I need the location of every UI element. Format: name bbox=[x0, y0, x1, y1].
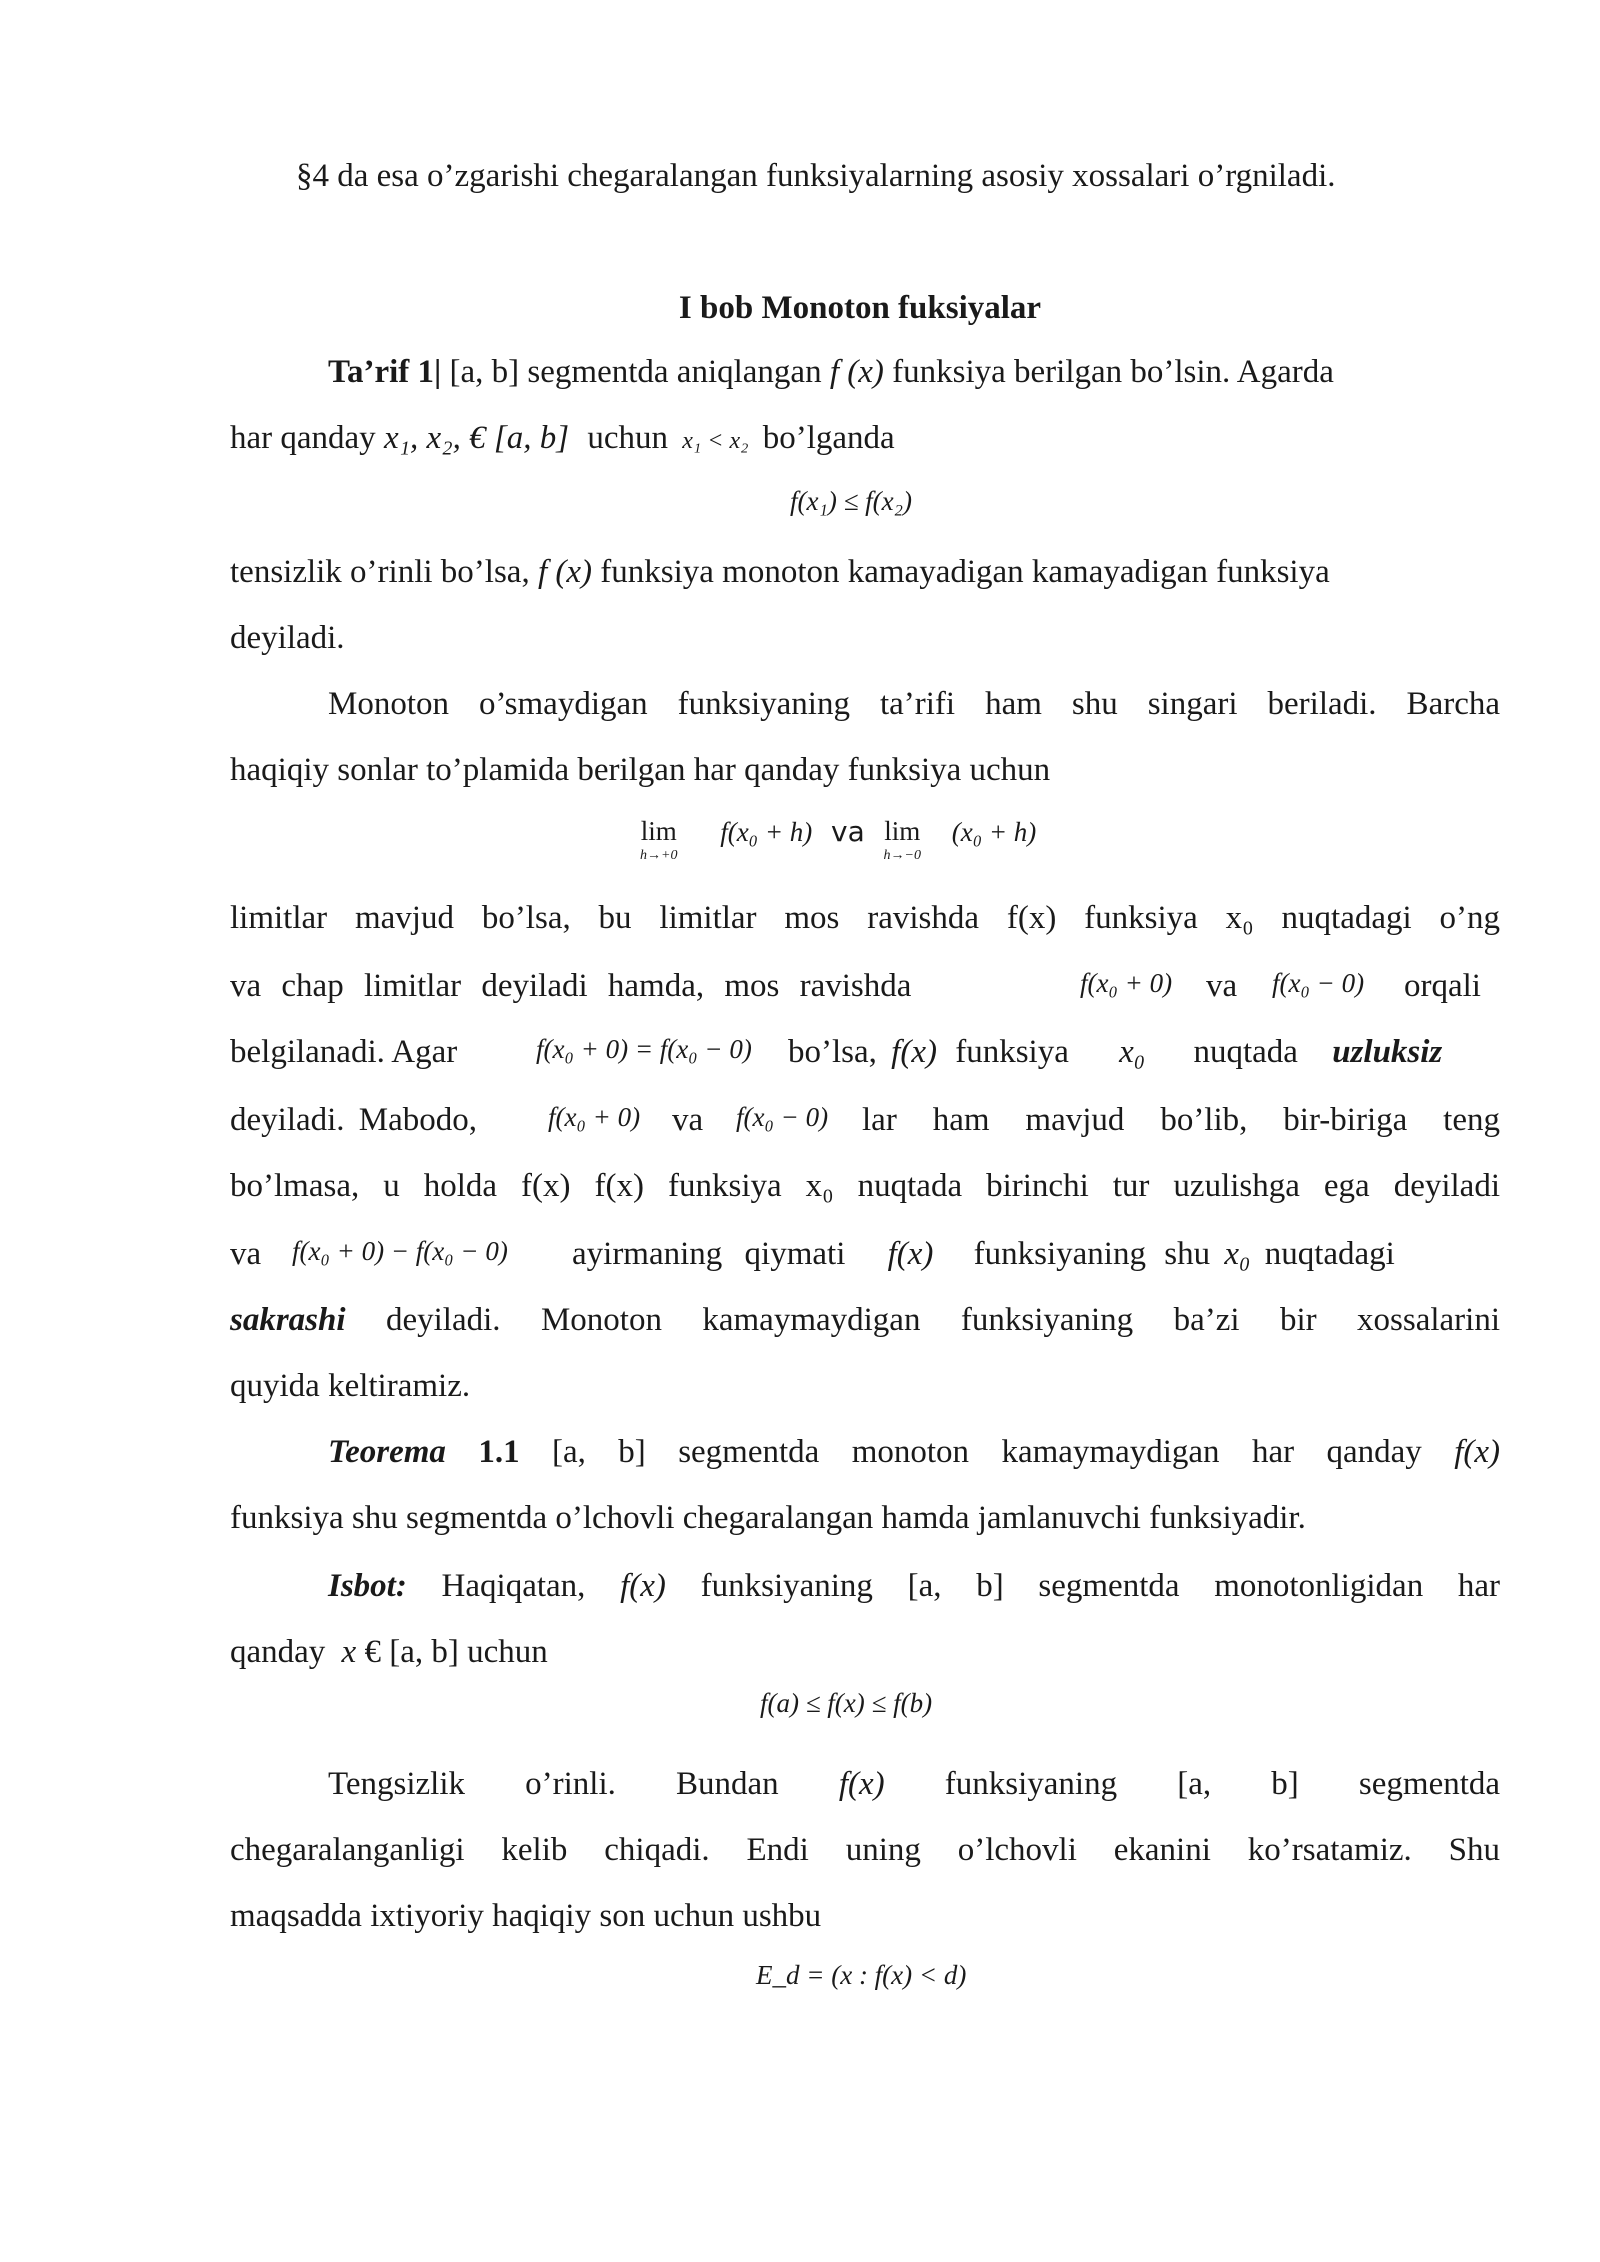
f-minus-text: f(x₀ − 0) bbox=[1272, 968, 1365, 998]
limit-left-under: h→−0 bbox=[883, 848, 921, 863]
proof-label: Isbot: bbox=[328, 1568, 407, 1604]
tensizlik-fx: f (x) bbox=[537, 554, 592, 590]
f-plus-text: f(x₀ + 0) bbox=[1080, 968, 1173, 998]
chapter-title bbox=[0, 292, 1600, 325]
theorem-line bbox=[328, 1436, 1500, 1469]
chap-limit-text-a: va chap limitlar deyiladi hamda, mos ravishda bbox=[230, 968, 912, 1004]
condition-text-a: har qanday bbox=[230, 420, 376, 456]
monotone-inequality-text: f(x₁) ≤ f(x₂) bbox=[790, 486, 913, 516]
inequality-x-formula: x₁ < x₂ bbox=[682, 428, 749, 454]
continuity-fx: f(x) bbox=[891, 1034, 937, 1070]
intro-line bbox=[296, 160, 1335, 193]
condition-text-c: bo’lganda bbox=[762, 420, 895, 456]
sakrashi-text: deyiladi. Monoton kamaymaydigan funksiyaning ba’zi bir xossalarini bbox=[385, 1302, 1500, 1338]
f-plus-formula-2 bbox=[548, 1104, 640, 1131]
sakrash-va-text: va bbox=[230, 1236, 262, 1272]
mabodo-text: deyiladi. Mabodo, bbox=[230, 1102, 478, 1138]
maqsadda-text: maqsadda ixtiyoriy haqiqiy son uchun ushbu bbox=[230, 1898, 822, 1934]
theorem-number: 1.1 bbox=[478, 1434, 520, 1470]
theorem-fx: f(x) bbox=[1454, 1434, 1500, 1470]
bounds-formula-text: f(a) ≤ f(x) ≤ f(b) bbox=[760, 1688, 933, 1718]
qanday-text-b: € [a, b] uchun bbox=[364, 1634, 548, 1670]
chap-limit-va bbox=[1206, 970, 1237, 1003]
intro-text: §4 da esa o’zgarishi chegaralangan funksiyalarning asosiy xossalari o’rgniladi. bbox=[296, 158, 1336, 194]
ayirmaning-text: ayirmaning qiymati bbox=[572, 1236, 846, 1272]
f-minus-formula bbox=[1272, 970, 1364, 997]
proof-text-b: funksiyaning bbox=[700, 1568, 873, 1604]
definition-label: Ta’rif 1| bbox=[328, 354, 442, 390]
keltiramiz-text: quyida keltiramiz. bbox=[230, 1368, 471, 1404]
deyiladi-text: deyiladi. bbox=[230, 620, 345, 656]
limit-right-lim: lim bbox=[640, 816, 677, 846]
segment-b: b] bbox=[1271, 1766, 1299, 1802]
theorem-text: [a, b] segmentda monoton kamaymaydigan har qanday bbox=[552, 1434, 1422, 1470]
continuity-formula bbox=[536, 1036, 752, 1063]
monotone-inequality-formula bbox=[790, 488, 912, 515]
sakrash-va bbox=[230, 1238, 261, 1271]
theorem-cont-text: funksiya shu segmentda o’lchovli chegaralangan hamda jamlanuvchi funksiyadir. bbox=[230, 1500, 1306, 1536]
continuity-funksiya: funksiya bbox=[955, 1034, 1069, 1070]
ed-formula-text: E_d = (x : f(x) < d) bbox=[756, 1960, 967, 1990]
definition-fx: f (x) bbox=[829, 354, 884, 390]
limit-left bbox=[884, 818, 921, 863]
segmentda-word: segmentda bbox=[1358, 1766, 1501, 1802]
theorem-cont-line bbox=[230, 1502, 1306, 1535]
haqiqiy-line bbox=[230, 754, 1050, 787]
tensizlik-line bbox=[230, 556, 1500, 589]
tengsizlik-word: Tengsizlik bbox=[328, 1766, 465, 1802]
f-minus-text-2: f(x₀ − 0) bbox=[736, 1102, 829, 1132]
condition-vars: x₁, x₂, € [a, b] bbox=[383, 420, 570, 456]
limit-right-under: h→+0 bbox=[640, 848, 678, 863]
continuity-formula-text: f(x₀ + 0) = f(x₀ − 0) bbox=[536, 1034, 752, 1064]
jump-formula-text: f(x₀ + 0) − f(x₀ − 0) bbox=[292, 1236, 508, 1266]
limits-formula bbox=[640, 815, 1037, 863]
chegaralanganligi-line bbox=[230, 1834, 1500, 1867]
limit-left-expr: (x₀ + h) bbox=[951, 817, 1037, 847]
qanday-text: qanday bbox=[230, 1634, 326, 1670]
chapter-title-text: I bob Monoton fuksiyalar bbox=[678, 290, 1042, 326]
ayirmaning-funksiyaning: funksiyaning shu bbox=[973, 1236, 1211, 1272]
proof-line bbox=[328, 1570, 1500, 1603]
f-minus-formula-2 bbox=[736, 1104, 828, 1131]
continuity-bolsa: bo’lsa, bbox=[788, 1034, 877, 1070]
mabodo-line bbox=[230, 1104, 477, 1137]
ayirmaning-fx: f(x) bbox=[887, 1236, 934, 1272]
bundan-word: Bundan bbox=[676, 1766, 779, 1802]
chap-limit-va-text: va bbox=[1206, 968, 1238, 1004]
proof-text-a: Haqiqatan, bbox=[441, 1568, 586, 1604]
continuity-uzluksiz: uzluksiz bbox=[1332, 1034, 1443, 1070]
definition-text-2: funksiya berilgan bo’lsin. Agarda bbox=[892, 354, 1334, 390]
orqali-word bbox=[1404, 970, 1481, 1003]
continuity-nuqtada: nuqtada bbox=[1193, 1034, 1298, 1070]
tengsizlik-line bbox=[328, 1768, 1500, 1801]
proof-fx: f(x) bbox=[620, 1568, 666, 1604]
jump-formula bbox=[292, 1238, 508, 1265]
sakrashi-label: sakrashi bbox=[230, 1302, 346, 1338]
ayirmaning-line bbox=[572, 1238, 1395, 1271]
continuity-rest bbox=[788, 1036, 1442, 1069]
keltiramiz-line bbox=[230, 1370, 470, 1403]
qanday-line bbox=[230, 1636, 548, 1669]
belgilanadi-line bbox=[230, 1036, 457, 1069]
chegaralanganligi-text: chegaralanganligi kelib chiqadi. Endi uning o’lchovli ekanini ko’rsatamiz. Shu bbox=[230, 1832, 1500, 1868]
deyiladi-line bbox=[230, 622, 345, 655]
segment-a: [a, bbox=[1177, 1766, 1212, 1802]
limit-left-lim: lim bbox=[884, 816, 921, 846]
ed-formula bbox=[756, 1962, 966, 1989]
definition-text-1: [a, b] segmentda aniqlangan bbox=[449, 354, 822, 390]
ayirmaning-nuqtadagi: nuqtadagi bbox=[1264, 1236, 1395, 1272]
belgilanadi-text: belgilanadi. Agar bbox=[230, 1034, 458, 1070]
condition-text-b: uchun bbox=[587, 420, 669, 456]
bounds-formula bbox=[760, 1690, 932, 1717]
uzulish-line bbox=[230, 1170, 1500, 1203]
f-plus-formula bbox=[1080, 970, 1172, 997]
mabodo-va-text: va bbox=[672, 1102, 704, 1138]
tensizlik-text-a: tensizlik o’rinli bo’lsa, bbox=[230, 554, 530, 590]
monoton-text: Monoton o’smaydigan funksiyaning ta’rifi ham shu singari beriladi. Barcha bbox=[328, 686, 1500, 722]
limit-right-expr: f(x₀ + h) bbox=[720, 817, 813, 847]
condition-line bbox=[230, 422, 895, 455]
orinli-word: o’rinli. bbox=[525, 1766, 616, 1802]
ayirmaning-x0: x₀ bbox=[1224, 1236, 1251, 1272]
limit-right bbox=[640, 818, 677, 863]
f-plus-text-2: f(x₀ + 0) bbox=[548, 1102, 641, 1132]
definition-line bbox=[328, 356, 1500, 389]
tensizlik-text-b: funksiya monoton kamayadigan kamayadigan funksiya bbox=[600, 554, 1330, 590]
mabodo-va bbox=[672, 1104, 703, 1137]
monoton-line bbox=[328, 688, 1500, 721]
funksiyaning-word: funksiyaning bbox=[944, 1766, 1118, 1802]
limitlar-text: limitlar mavjud bo’lsa, bu limitlar mos ravishda f(x) funksiya x₀ nuqtadagi o’ng bbox=[230, 900, 1500, 936]
limitlar-line bbox=[230, 902, 1500, 935]
sakrashi-line bbox=[230, 1304, 1500, 1337]
uzulish-text: bo’lmasa, u holda f(x) f(x) funksiya x₀ nuqtada birinchi tur uzulishga ega deyiladi bbox=[230, 1168, 1500, 1204]
theorem-label: Teorema bbox=[328, 1434, 446, 1470]
proof-text-c: [a, b] segmentda monotonligidan har bbox=[907, 1568, 1501, 1604]
haqiqiy-text: haqiqiy sonlar to’plamida berilgan har qanday funksiya uchun bbox=[230, 752, 1051, 788]
maqsadda-line bbox=[230, 1900, 821, 1933]
continuity-x0: x₀ bbox=[1119, 1034, 1146, 1070]
chap-limit-line bbox=[230, 970, 911, 1003]
orqali-text: orqali bbox=[1404, 968, 1481, 1004]
mabodo-rest-text: lar ham mavjud bo’lib, bir-biriga teng bbox=[862, 1102, 1500, 1138]
limits-va: va bbox=[831, 815, 865, 848]
tengsizlik-fx: f(x) bbox=[838, 1766, 885, 1802]
mabodo-rest bbox=[862, 1104, 1500, 1137]
qanday-x: x bbox=[341, 1634, 357, 1670]
